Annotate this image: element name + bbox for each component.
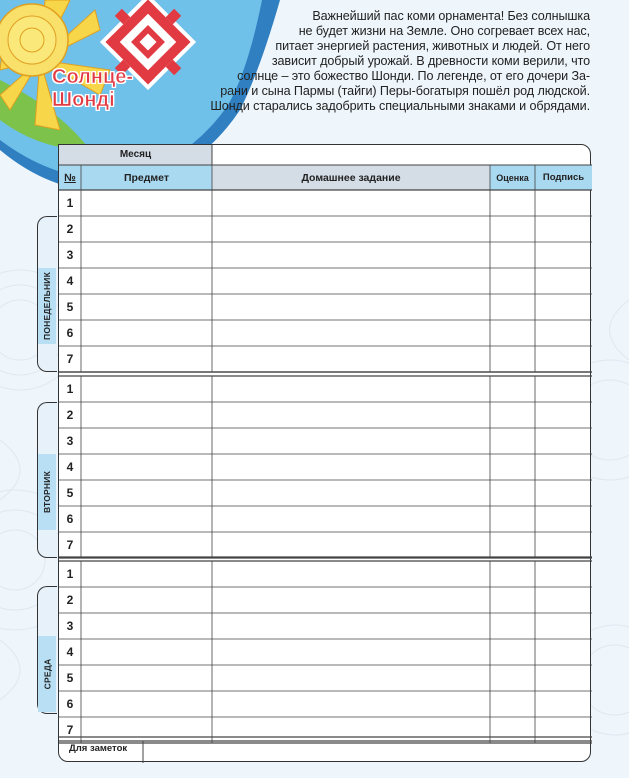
lesson-number: 3 <box>66 248 74 262</box>
lesson-number: 7 <box>66 538 74 552</box>
month-label: Месяц <box>119 149 152 160</box>
intro-text <box>175 9 590 114</box>
intro-line: солнце – это божество Шонди. По легенде, от его дочери За- <box>237 69 590 83</box>
lesson-number: 5 <box>66 486 74 500</box>
homework-table <box>58 144 591 762</box>
header-homework: Домашнее задание <box>301 171 401 184</box>
lesson-number: 1 <box>66 196 74 210</box>
day-label-tuesday <box>38 454 56 530</box>
lesson-number: 7 <box>66 723 74 737</box>
table-grid <box>59 145 592 763</box>
lesson-number: 2 <box>66 222 74 236</box>
lesson-number: 7 <box>66 352 74 366</box>
intro-line: Шонди старались задобрить специальными знаками и обрядами. <box>210 99 590 113</box>
lesson-number: 5 <box>66 671 74 685</box>
day-label-wednesday <box>38 636 56 712</box>
lesson-number: 4 <box>66 274 74 288</box>
header-number: № <box>64 171 76 184</box>
lesson-number: 4 <box>66 645 74 659</box>
day-name: СРЕДА <box>42 658 53 690</box>
header-grade: Оценка <box>496 172 529 183</box>
day-name: ПОНЕДЕЛЬНИК <box>42 272 52 340</box>
lesson-number: 1 <box>66 382 74 396</box>
header-signature: Подпись <box>542 172 585 183</box>
lesson-number: 2 <box>66 593 74 607</box>
sun-title <box>52 66 133 112</box>
sun-title-line-1: Солнце- <box>52 66 134 88</box>
lesson-number: 2 <box>66 408 74 422</box>
intro-line: рани и сына Пармы (тайги) Пеpы-богатыря пошёл род людской. <box>220 84 590 98</box>
intro-line: Важнейший пас коми орнамента! Без солнышка <box>312 9 590 23</box>
lesson-number: 6 <box>66 697 74 711</box>
lesson-number: 6 <box>66 326 74 340</box>
sun-title-line-2: Шонді <box>52 89 115 111</box>
lesson-number: 3 <box>66 619 74 633</box>
day-name: ВТОРНИК <box>42 471 53 513</box>
lesson-number: 3 <box>66 434 74 448</box>
intro-line: питает энергией растения, животных и людей. От него <box>275 39 590 53</box>
lesson-number: 1 <box>66 567 74 581</box>
day-label-monday <box>38 268 56 344</box>
intro-line: зависит добрый урожай. В древности коми верили, что <box>271 54 590 68</box>
lesson-number: 4 <box>66 460 74 474</box>
intro-line: не будет жизни на Земле. Оно согревает всех нас, <box>298 24 590 38</box>
notes-label: Для заметок <box>69 743 128 754</box>
lesson-number: 6 <box>66 512 74 526</box>
lesson-number: 5 <box>66 300 74 314</box>
header-subject: Предмет <box>123 171 170 184</box>
